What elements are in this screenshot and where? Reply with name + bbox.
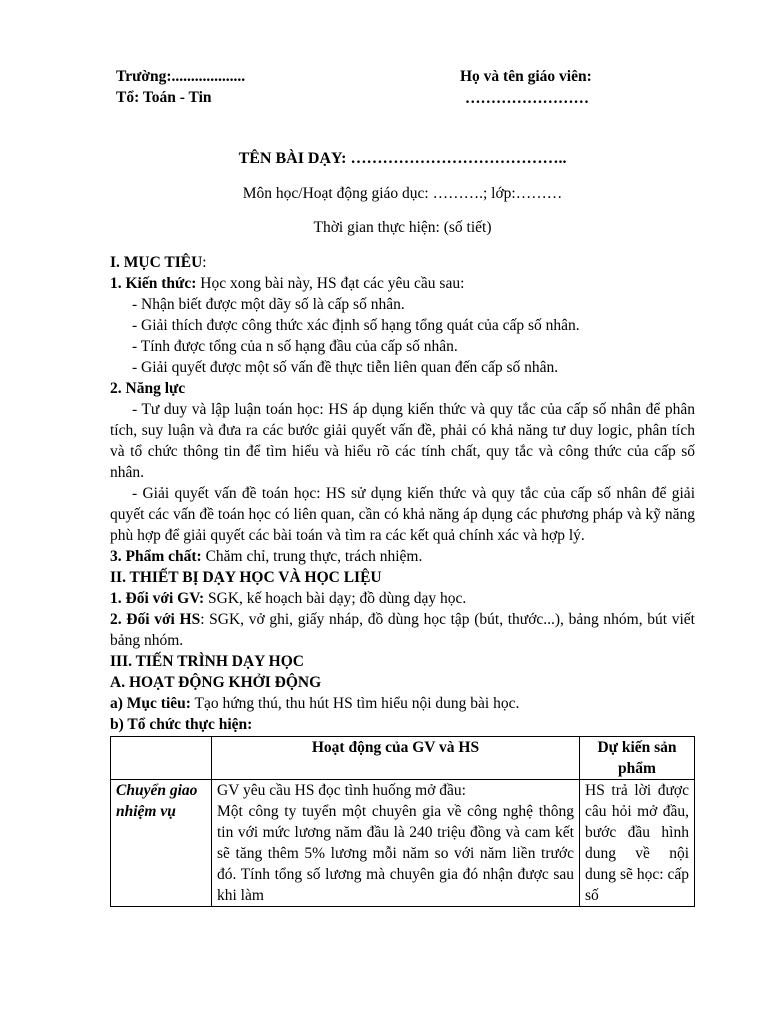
organization-heading: b) Tổ chức thực hiện: (110, 716, 253, 733)
school-name: Trường:................... (116, 68, 246, 85)
teacher-equipment-line: 1. Đối với GV: SGK, kế hoạch bài dạy; đồ dùng dạy học. (110, 590, 467, 607)
table-header-row (111, 737, 695, 780)
document-page (110, 66, 695, 907)
section-heading: I. MỤC TIÊU: (110, 254, 207, 271)
teacher-label: Họ và tên giáo viên: (460, 68, 592, 85)
competence-heading: 2. Năng lực (110, 380, 186, 397)
table-header-cell: Dự kiến sản phẩm (580, 737, 695, 780)
activity-heading: A. HOẠT ĐỘNG KHỞI ĐỘNG (110, 674, 322, 691)
table-header-cell: Hoạt động của GV và HS (212, 737, 580, 780)
school-group-block (116, 66, 245, 108)
product-cell: HS trả lời được câu hỏi mở đầu, bước đầu hình dung về nội dung sẽ học: cấp số (580, 780, 695, 907)
section-objectives (110, 252, 695, 567)
student-equipment-line: 2. Đối với HS: SGK, vở ghi, giấy nháp, đồ dùng học tập (bút, thước...), bảng nhóm, bút viết bảng nhóm. (110, 611, 695, 649)
document-header (110, 66, 695, 110)
knowledge-item: - Tính được tổng của n số hạng đầu của cấp số nhân. (132, 338, 458, 355)
knowledge-item: - Nhận biết được một dãy số là cấp số nhân. (132, 296, 405, 313)
activity-text: Một công ty tuyển một chuyên gia về công nghệ thông tin với mức lương năm đầu là 240 triệu đồng và cam kết sẽ tăng thêm 5% lương mỗi năm so với năm liền trước đó. Tính tổng số lương mà chuyên gia đó nhận được sau khi làm (217, 803, 574, 904)
subject-line: Môn học/Hoạt động giáo dục: ……….; lớp:……… (242, 185, 563, 202)
goal-line: a) Mục tiêu: Tạo hứng thú, thu hút HS tìm hiểu nội dung bài học. (110, 695, 520, 712)
lesson-title: TÊN BÀI DẠY: ………………………………….. (238, 150, 567, 167)
section-process (110, 651, 695, 735)
activity-intro: GV yêu cầu HS đọc tình huống mở đầu: (217, 782, 466, 799)
competence-item: - Tư duy và lập luận toán học: HS áp dụng kiến thức và quy tắc của cấp số nhân để phân tích, suy luận và đưa ra các bước giải quyết vấn đề, phải có khả năng tư duy logic, phân tích và tổ chức thông tin để tìm hiểu và hiểu rõ các tính chất, quy tắc và công thức của cấp số nhân. (110, 401, 695, 481)
knowledge-item: - Giải quyết được một số vấn đề thực tiễn liên quan đến cấp số nhân. (132, 359, 559, 376)
section-heading: III. TIẾN TRÌNH DẠY HỌC (110, 653, 304, 670)
stage-cell: Chuyển giao nhiệm vụ (111, 780, 212, 907)
activity-cell (212, 780, 580, 907)
quality-line: 3. Phẩm chất: Chăm chỉ, trung thực, trách nhiệm. (110, 548, 423, 565)
group-name: Tổ: Toán - Tin (116, 89, 212, 106)
section-heading: II. THIẾT BỊ DẠY HỌC VÀ HỌC LIỆU (110, 569, 382, 586)
teacher-value: …………………… (465, 90, 589, 107)
time-line: Thời gian thực hiện: (số tiết) (313, 219, 492, 236)
section-equipment (110, 567, 695, 651)
knowledge-line: 1. Kiến thức: Học xong bài này, HS đạt các yêu cầu sau: (110, 275, 465, 292)
table-row (111, 780, 695, 907)
knowledge-item: - Giải thích được công thức xác định số hạng tổng quát của cấp số nhân. (132, 317, 580, 334)
activity-table (110, 736, 695, 907)
table-header-cell (111, 737, 212, 780)
competence-item: - Giải quyết vấn đề toán học: HS sử dụng kiến thức và quy tắc của cấp số nhân để giải quyết các vấn đề toán học có liên quan, cần có khả năng áp dụng các phương pháp và kỹ năng phù hợp để giải quyết các bài toán và tìm ra các kết quả chính xác và hợp lý. (110, 485, 695, 544)
